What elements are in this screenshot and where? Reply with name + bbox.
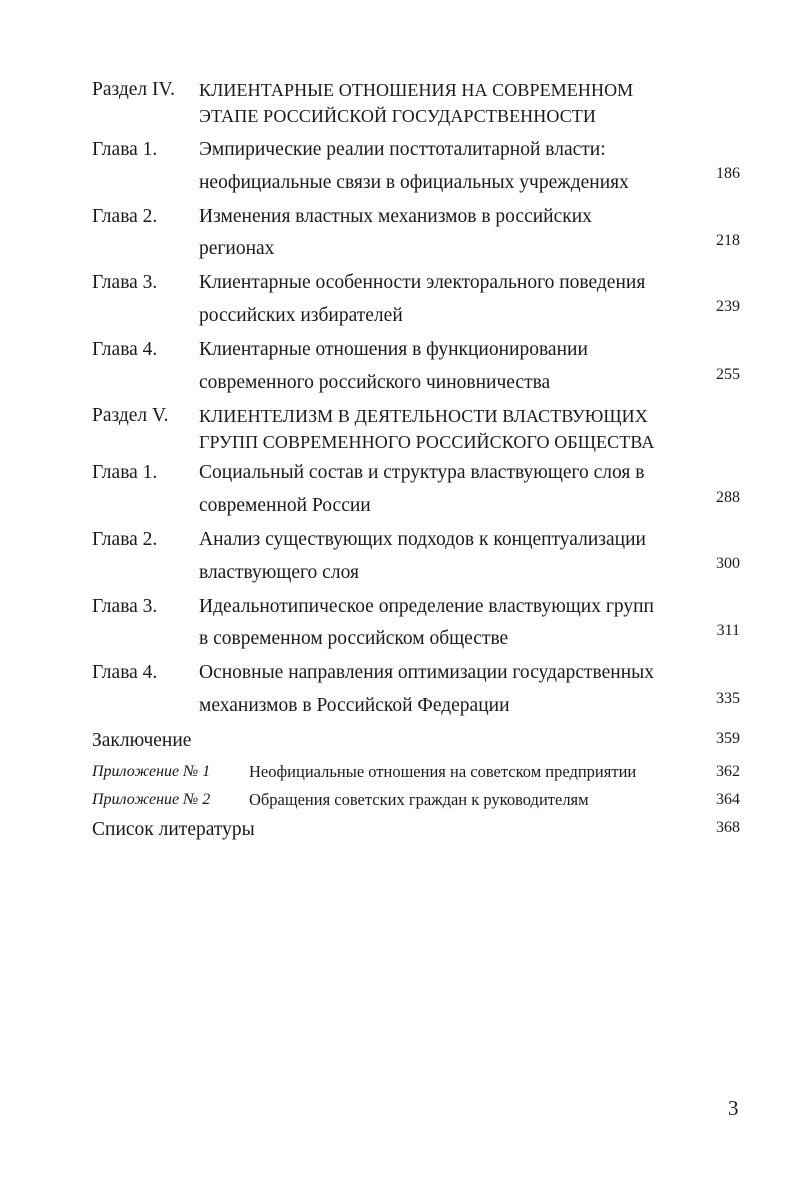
s5-chapter-1-label: Глава 1. bbox=[92, 462, 158, 483]
s4-chapter-4-label: Глава 4. bbox=[92, 339, 158, 360]
s4-chapter-2-label: Глава 2. bbox=[92, 206, 158, 227]
s5-chapter-2-page: 300 bbox=[716, 555, 740, 572]
s5-chapter-4-title-line-1: Основные направления оптимизации государственных bbox=[199, 662, 655, 683]
s4-chapter-4-title-line-1: Клиентарные отношения в функционировании bbox=[199, 339, 588, 360]
s4-chapter-3-page: 239 bbox=[716, 298, 740, 315]
conclusion-page: 359 bbox=[716, 730, 740, 747]
s4-chapter-1-title-line-1: Эмпирические реалии посттоталитарной власти: bbox=[199, 139, 606, 160]
s5-chapter-2-label: Глава 2. bbox=[92, 529, 158, 550]
s4-chapter-2-title-line-2: регионах bbox=[199, 238, 275, 259]
s4-chapter-1-page: 186 bbox=[716, 165, 740, 182]
section-4-title-line-1: КЛИЕНТАРНЫЕ ОТНОШЕНИЯ НА СОВРЕМЕННОМ bbox=[199, 80, 634, 100]
s4-chapter-3-title-line-1: Клиентарные особенности электорального поведения bbox=[199, 272, 646, 293]
conclusion-label: Заключение bbox=[92, 730, 192, 751]
s4-chapter-2-title-line-1: Изменения властных механизмов в российских bbox=[199, 206, 592, 227]
s5-chapter-2-title-line-2: властвующего слоя bbox=[199, 562, 359, 583]
s5-chapter-3-title-line-1: Идеальнотипическое определение властвующих групп bbox=[199, 596, 654, 617]
section-5-title-line-2: ГРУПП СОВРЕМЕННОГО РОССИЙСКОГО ОБЩЕСТВА bbox=[199, 432, 655, 452]
s5-chapter-3-label: Глава 3. bbox=[92, 596, 158, 617]
appendix-2-label: Приложение № 2 bbox=[92, 791, 211, 808]
section-4-title-line-2: ЭТАПЕ РОССИЙСКОЙ ГОСУДАРСТВЕННОСТИ bbox=[199, 106, 596, 126]
appendix-1-label: Приложение № 1 bbox=[92, 763, 211, 780]
appendix-1-title: Неофициальные отношения на советском предприятии bbox=[249, 762, 637, 781]
s4-chapter-1-title-line-2: неофициальные связи в официальных учреждениях bbox=[199, 172, 629, 193]
s4-chapter-3-label: Глава 3. bbox=[92, 272, 158, 293]
section-5-title-line-1: КЛИЕНТЕЛИЗМ В ДЕЯТЕЛЬНОСТИ ВЛАСТВУЮЩИХ bbox=[199, 406, 648, 426]
section-4-label: Раздел IV. bbox=[92, 79, 175, 100]
s4-chapter-4-title-line-2: современного российского чиновничества bbox=[199, 372, 551, 393]
s4-chapter-2-page: 218 bbox=[716, 232, 740, 249]
appendix-2-page: 364 bbox=[716, 791, 740, 808]
references-page: 368 bbox=[716, 819, 740, 836]
appendix-1-page: 362 bbox=[716, 763, 740, 780]
page-number: 3 bbox=[728, 1096, 739, 1120]
s4-chapter-3-title-line-2: российских избирателей bbox=[199, 305, 403, 326]
s5-chapter-2-title-line-1: Анализ существующих подходов к концептуализации bbox=[199, 529, 646, 550]
s5-chapter-4-page: 335 bbox=[716, 690, 740, 707]
s5-chapter-4-label: Глава 4. bbox=[92, 662, 158, 683]
s4-chapter-4-page: 255 bbox=[716, 366, 740, 383]
appendix-2-title: Обращения советских граждан к руководителям bbox=[249, 790, 589, 809]
s5-chapter-1-title-line-1: Социальный состав и структура властвующего слоя в bbox=[199, 462, 645, 483]
s5-chapter-1-title-line-2: современной России bbox=[199, 495, 371, 516]
s5-chapter-1-page: 288 bbox=[716, 489, 740, 506]
section-5-label: Раздел V. bbox=[92, 405, 169, 426]
s4-chapter-1-label: Глава 1. bbox=[92, 139, 158, 160]
s5-chapter-3-title-line-2: в современном российском обществе bbox=[199, 628, 509, 649]
s5-chapter-4-title-line-2: механизмов в Российской Федерации bbox=[199, 695, 510, 716]
s5-chapter-3-page: 311 bbox=[716, 622, 740, 639]
references-label: Список литературы bbox=[92, 819, 255, 840]
